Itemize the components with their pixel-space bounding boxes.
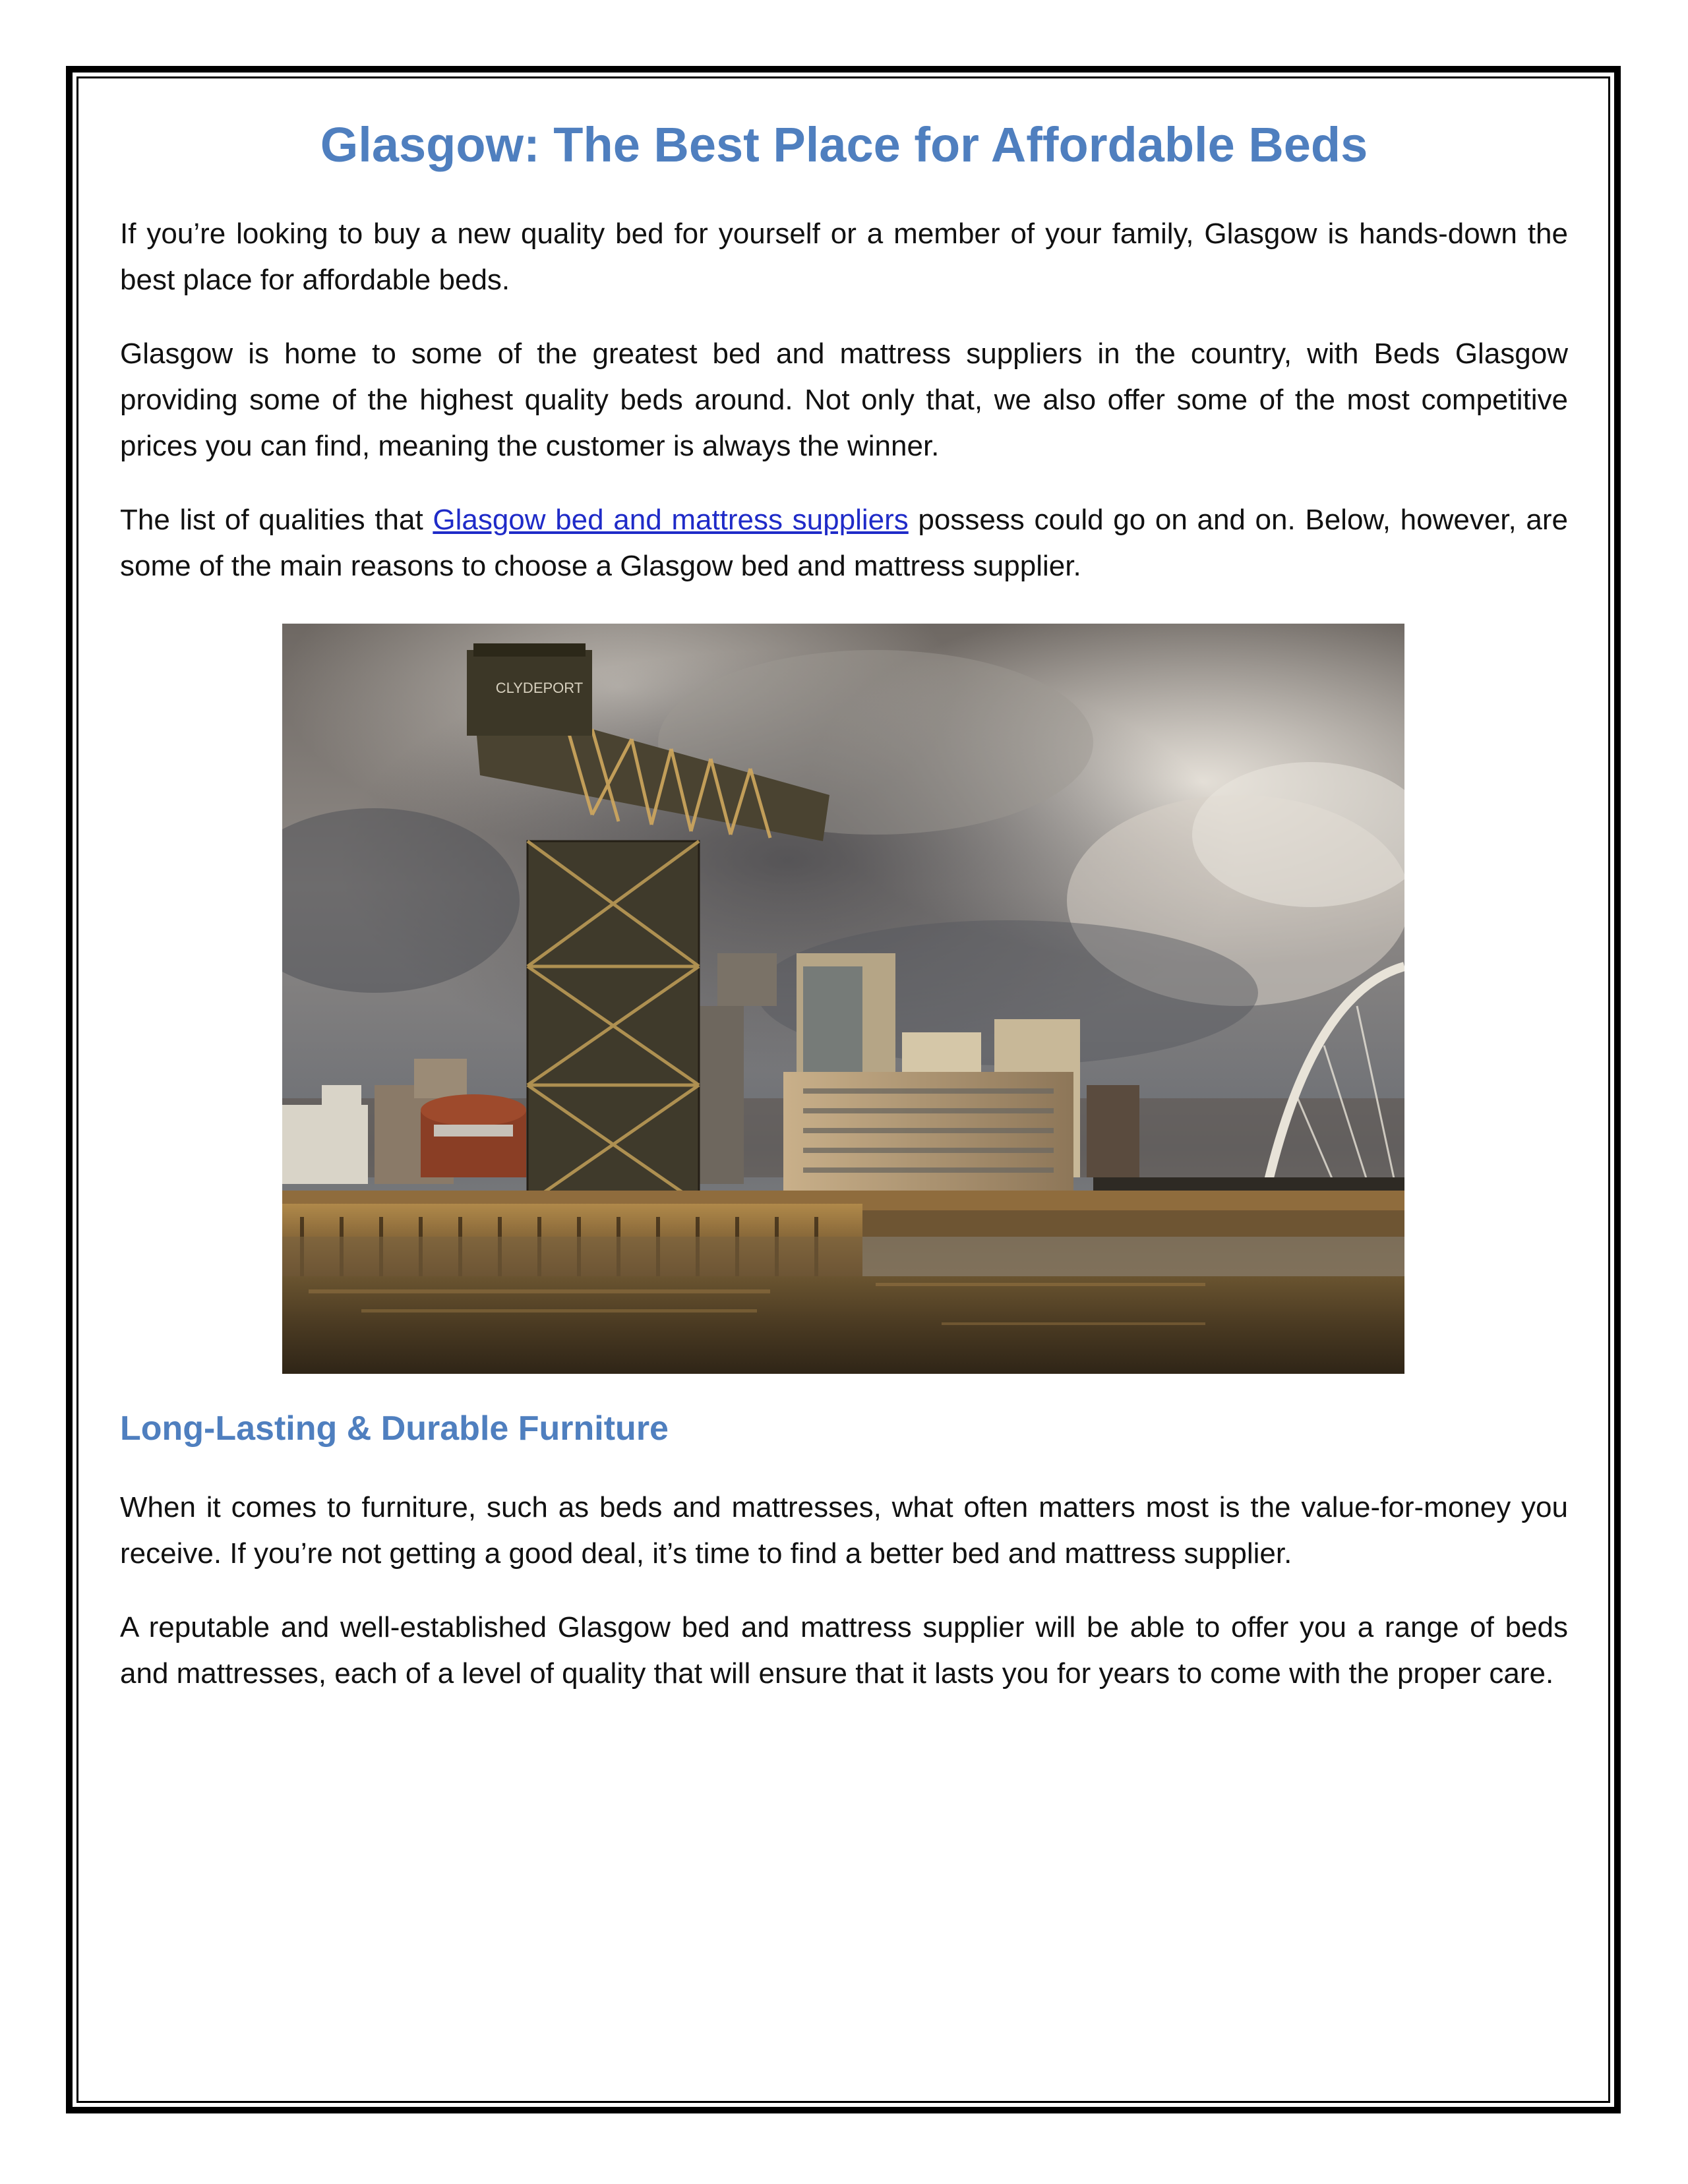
section-heading: Long-Lasting & Durable Furniture xyxy=(120,1409,669,1448)
crane-sign: CLYDEPORT xyxy=(495,680,584,696)
page-title: Glasgow: The Best Place for Affordable Beds xyxy=(320,117,1368,172)
section-paragraph-1: When it comes to furniture, such as beds and mattresses, what often matters most is the value-for-money you receive. If you’re not getting a good deal, it’s time to find a better bed and mattress supplier. xyxy=(120,1491,1568,1570)
cityscape-illustration xyxy=(282,624,1404,1374)
intro-paragraph-1: If you’re looking to buy a new quality bed for yourself or a member of your family, Glasgow is hands-down the best place for affordable beds. xyxy=(120,218,1568,296)
intro-paragraph-2: Glasgow is home to some of the greatest bed and mattress suppliers in the country, with Beds Glasgow providing some of the highest quality beds around. Not only that, we also offer some of the most competitive prices you can find, meaning the customer is always the winner. xyxy=(120,338,1568,462)
suppliers-link[interactable]: Glasgow bed and mattress suppliers xyxy=(433,504,909,536)
qualities-text-after: possess could go on and on. Below, however, are some of the main reasons to choose a Glasgow bed and mattress supplier. xyxy=(120,504,1568,582)
glasgow-crane-photo xyxy=(282,624,1404,1374)
durable-furniture-section xyxy=(120,1405,1568,1725)
qualities-paragraph xyxy=(120,497,1568,589)
section-paragraph-2: A reputable and well-established Glasgow bed and mattress supplier will be able to offer you a range of beds and mattresses, each of a level of quality that will ensure that it lasts you for years to come with the proper care. xyxy=(120,1611,1568,1690)
document-body xyxy=(120,112,1568,617)
qualities-text-before: The list of qualities that xyxy=(120,504,433,536)
